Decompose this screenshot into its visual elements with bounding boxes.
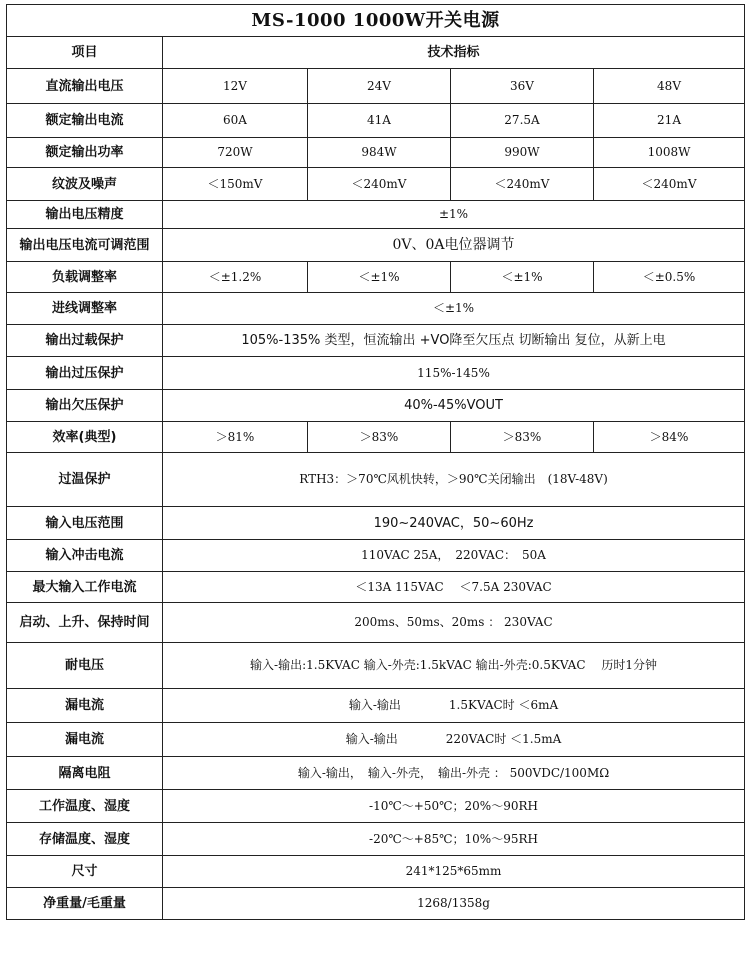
row-label: 尺寸 <box>7 856 163 888</box>
table-row <box>7 723 745 757</box>
cell-value: 27.5A <box>451 104 594 138</box>
table-row <box>7 888 745 920</box>
cell-value: 105%-135% 类型，恒流输出 +VO降至欠压点 切断输出 复位，从新上电 <box>163 325 745 357</box>
row-label: 进线调整率 <box>7 293 163 325</box>
table-row <box>7 856 745 888</box>
cell-value: 720W <box>163 138 308 168</box>
cell-value: ＞83% <box>451 422 594 453</box>
cell-value: ＜150mV <box>163 168 308 201</box>
cell-value: 190~240VAC，50~60Hz <box>163 507 745 540</box>
row-label: 额定输出功率 <box>7 138 163 168</box>
table-row <box>7 572 745 603</box>
table-row <box>7 422 745 453</box>
table-row <box>7 643 745 689</box>
table-row <box>7 757 745 790</box>
cell-value: ＜240mV <box>594 168 745 201</box>
cell-value: 1268/1358g <box>163 888 745 920</box>
header-item: 项目 <box>7 37 163 69</box>
row-label: 输入冲击电流 <box>7 540 163 572</box>
row-label: 净重量/毛重量 <box>7 888 163 920</box>
row-label: 负载调整率 <box>7 262 163 293</box>
row-label: 输出电压电流可调范围 <box>7 229 163 262</box>
table-row <box>7 453 745 507</box>
cell-value: 60A <box>163 104 308 138</box>
title-row <box>7 5 745 37</box>
cell-value: -10℃～+50℃；20%～90RH <box>163 790 745 823</box>
row-label: 最大输入工作电流 <box>7 572 163 603</box>
cell-value: ＜±1% <box>451 262 594 293</box>
table-row <box>7 689 745 723</box>
row-label: 输出过压保护 <box>7 357 163 390</box>
table-row <box>7 293 745 325</box>
cell-value: RTH3：＞70℃风机快转，＞90℃关闭输出 (18V-48V) <box>163 453 745 507</box>
row-label: 耐电压 <box>7 643 163 689</box>
table-row <box>7 262 745 293</box>
cell-value: ＜±1.2% <box>163 262 308 293</box>
row-label: 效率(典型) <box>7 422 163 453</box>
row-label: 输出欠压保护 <box>7 390 163 422</box>
row-label: 过温保护 <box>7 453 163 507</box>
cell-value: ＜±1% <box>308 262 451 293</box>
cell-value: 200ms、50ms、20ms ： 230VAC <box>163 603 745 643</box>
header-spec: 技术指标 <box>163 37 745 69</box>
row-label: 输入电压范围 <box>7 507 163 540</box>
cell-value: ＞81% <box>163 422 308 453</box>
table-row <box>7 229 745 262</box>
row-label: 漏电流 <box>7 723 163 757</box>
table-row <box>7 138 745 168</box>
row-label: 存储温度、湿度 <box>7 823 163 856</box>
cell-value: 21A <box>594 104 745 138</box>
row-label: 输出过载保护 <box>7 325 163 357</box>
cell-value: ＜13A 115VAC ＜7.5A 230VAC <box>163 572 745 603</box>
cell-value: -20℃～+85℃；10%～95RH <box>163 823 745 856</box>
spec-table <box>6 4 745 920</box>
cell-value: ＞83% <box>308 422 451 453</box>
table-row <box>7 325 745 357</box>
cell-value: ＜±1% <box>163 293 745 325</box>
cell-value: 输入-输出， 输入-外壳， 输出-外壳 ： 500VDC/100MΩ <box>163 757 745 790</box>
cell-value: 984W <box>308 138 451 168</box>
row-label: 漏电流 <box>7 689 163 723</box>
row-label: 纹波及噪声 <box>7 168 163 201</box>
cell-value: 40%-45%VOUT <box>163 390 745 422</box>
table-row <box>7 823 745 856</box>
row-label: 直流输出电压 <box>7 69 163 104</box>
table-row <box>7 790 745 823</box>
cell-value: 241*125*65mm <box>163 856 745 888</box>
cell-value: 1008W <box>594 138 745 168</box>
table-row <box>7 104 745 138</box>
cell-value: 输入-输出 220VAC时 ＜1.5mA <box>163 723 745 757</box>
cell-value: ＞84% <box>594 422 745 453</box>
table-row <box>7 168 745 201</box>
cell-value: 12V <box>163 69 308 104</box>
cell-value: ＜±0.5% <box>594 262 745 293</box>
table-row <box>7 201 745 229</box>
cell-value: 115%-145% <box>163 357 745 390</box>
table-row <box>7 603 745 643</box>
cell-value: 输入-输出 1.5KVAC时 ＜6mA <box>163 689 745 723</box>
table-row <box>7 357 745 390</box>
table-row <box>7 69 745 104</box>
spec-sheet <box>6 4 744 920</box>
row-label: 启动、上升、保持时间 <box>7 603 163 643</box>
row-label: 额定输出电流 <box>7 104 163 138</box>
row-label: 工作温度、湿度 <box>7 790 163 823</box>
row-label: 隔离电阻 <box>7 757 163 790</box>
cell-value: 输入-输出:1.5KVAC 输入-外壳:1.5kVAC 输出-外壳:0.5KVAC 历时1分钟 <box>163 643 745 689</box>
table-row <box>7 507 745 540</box>
cell-value: 110VAC 25A， 220VAC： 50A <box>163 540 745 572</box>
cell-value: 36V <box>451 69 594 104</box>
cell-value: ±1% <box>163 201 745 229</box>
cell-value: 41A <box>308 104 451 138</box>
cell-value: ＜240mV <box>308 168 451 201</box>
cell-value: 48V <box>594 69 745 104</box>
table-row <box>7 390 745 422</box>
cell-value: 990W <box>451 138 594 168</box>
table-row <box>7 540 745 572</box>
cell-value: ＜240mV <box>451 168 594 201</box>
table-title: MS-1000 1000W开关电源 <box>7 5 745 37</box>
cell-value: 0V、0A电位器调节 <box>163 229 745 262</box>
row-label: 输出电压精度 <box>7 201 163 229</box>
cell-value: 24V <box>308 69 451 104</box>
header-row <box>7 37 745 69</box>
